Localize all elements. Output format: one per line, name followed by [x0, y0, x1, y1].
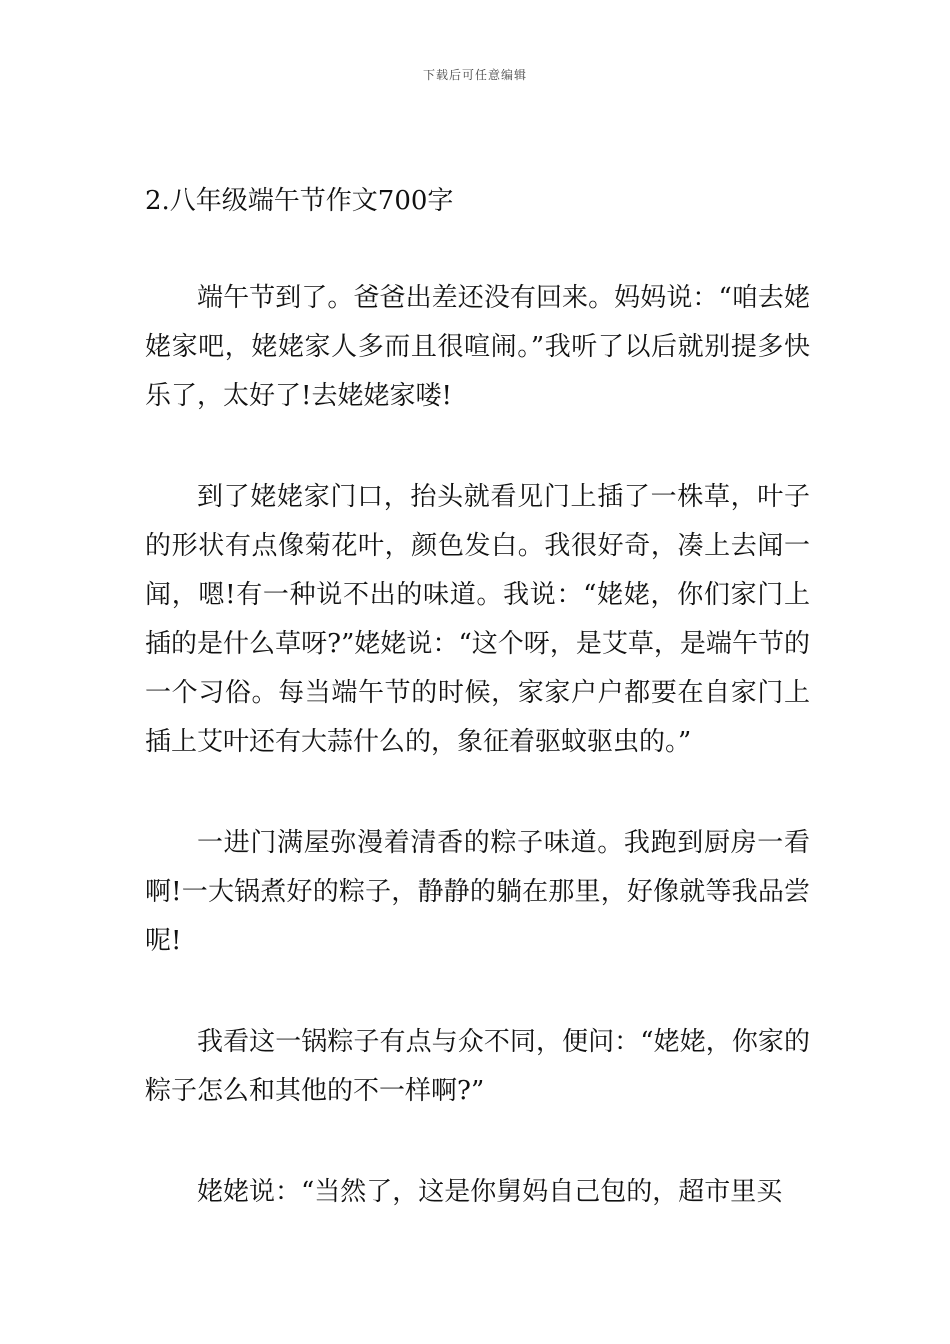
page-header-note: 下载后可任意编辑 — [422, 68, 527, 82]
document-body — [145, 178, 810, 1269]
paragraph-5: 姥姥说：“当然了，这是你舅妈自己包的，超市里买 — [197, 1177, 783, 1207]
paragraph-4: 我看这一锅粽子有点与众不同，便问：“姥姥，你家的粽子怎么和其他的不一样啊?” — [145, 1027, 810, 1106]
paragraph-3: 一进门满屋弥漫着清香的粽子味道。我跑到厨房一看啊!一大锅煮好的粽子，静静的躺在那里，好像就等我品尝呢! — [145, 828, 810, 956]
paragraph-1: 端午节到了。爸爸出差还没有回来。妈妈说：“咱去姥姥家吧，姥姥家人多而且很喧闹。”我听了以后就别提多快乐了，太好了!去姥姥家喽! — [145, 283, 810, 411]
paragraph-2: 到了姥姥家门口，抬头就看见门上插了一株草，叶子的形状有点像菊花叶，颜色发白。我很好奇，凑上去闻一闻，嗯!有一种说不出的味道。我说：“姥姥，你们家门上插的是什么草呀?”姥姥说：“这个呀，是艾草，是端午节的一个习俗。每当端午节的时候，家家户户都要在自家门上插上艾叶还有大蒜什么的，象征着驱蚊驱虫的。” — [145, 482, 810, 757]
essay-title: 2.八年级端午节作文700字 — [145, 186, 454, 216]
